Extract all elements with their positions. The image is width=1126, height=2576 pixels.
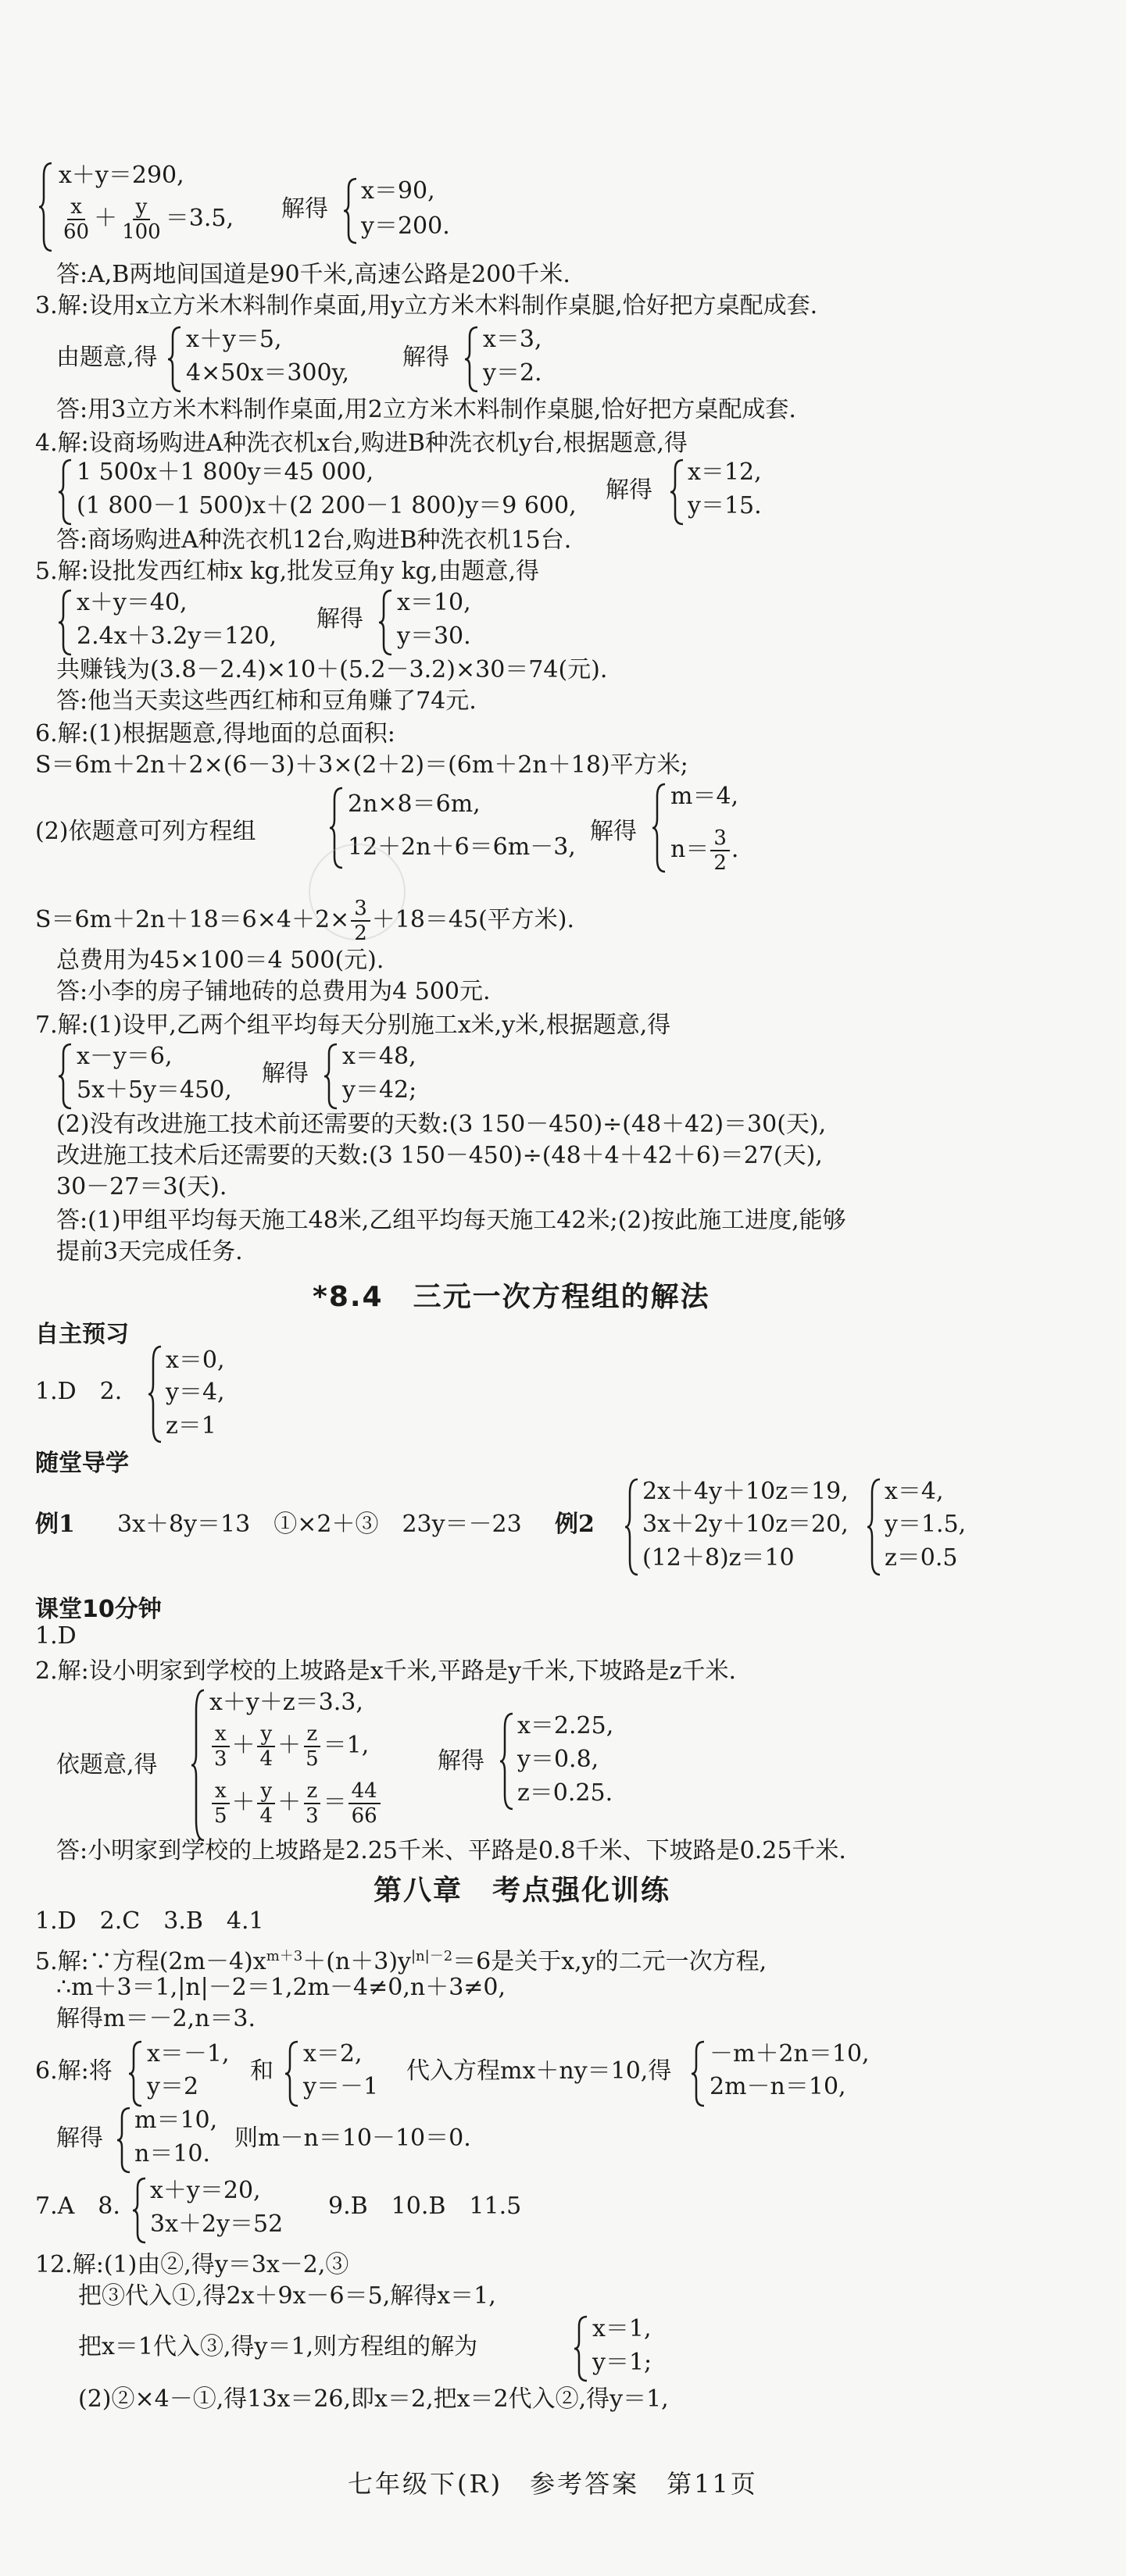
solution-line: x＝3, [483,326,542,353]
section-heading: *8.4 三元一次方程组的解法 [313,1281,710,1313]
equation-line: x＋y＝5, [186,326,282,353]
equation-line: x＝－1, [147,2040,230,2068]
text-line: 和 [250,2057,273,2085]
text-line: 总费用为45×100＝4 500(元). [56,947,384,974]
equation-line: $\frac{x}{60}$ ＋ $\frac{y}{100}$ ＝3.5, [59,195,234,244]
example-label: 例1 [35,1511,75,1538]
text-line: (2)依题意可列方程组 [35,818,256,845]
answer-line: 9.B 10.B 11.5 [328,2192,522,2220]
solution-line: y＝4, [166,1379,225,1406]
text-line: 代入方程mx＋ny＝10,得 [406,2057,672,2085]
equation-line: x＋y＝40, [77,589,188,616]
solution-line: x＝10, [397,589,471,616]
solve-label: 解得 [281,195,328,223]
text-line: 共赚钱为(3.8－2.4)×10＋(5.2－3.2)×30＝74(元). [56,656,608,683]
solution-line: n＝10. [134,2140,211,2167]
fraction: $\frac{x}{60}$ [63,195,90,244]
solution-line: y＝30. [397,623,471,650]
answer-line: 答:他当天卖这些西红柿和豆角赚了74元. [56,687,477,715]
text-line: S＝6m＋2n＋18＝6×4＋2× $\frac{3}{2}$ ＋18＝45(平方米). [35,897,575,945]
solution-line: x＝4, [885,1478,944,1505]
equation-line: 2m－n＝10, [710,2073,846,2100]
problem-line: 4.解:设商场购进A种洗衣机x台,购进B种洗衣机y台,根据题意,得 [35,430,688,457]
fraction: $\frac{x}{3}$ [211,1722,231,1771]
equation-line: 2n×8＝6m, [348,790,481,818]
problem-line: 6.解:(1)根据题意,得地面的总面积: [35,720,395,747]
solution-line: y＝200. [361,212,450,240]
problem-line: 2.解:设小明家到学校的上坡路是x千米,平路是y千米,下坡路是z千米. [35,1657,737,1685]
text-line: 30－27＝3(天). [56,1173,227,1201]
equation-line: 5x＋5y＝450, [77,1076,232,1104]
fraction: $\frac{44}{66}$ [349,1779,381,1828]
answer-line: 3x＋8y＝13 ①×2＋③ 23y＝－23 [117,1511,522,1538]
text-line: 则m－n＝10－10＝0. [234,2125,471,2152]
text-line: 依题意,得 [56,1751,158,1779]
chapter-heading: 第八章 考点强化训练 [374,1875,671,1907]
text-line: 由题意,得 [56,344,158,371]
text-line: S＝6m＋2n＋2×(6－3)＋3×(2＋2)＝(6m＋2n＋18)平方米; [35,751,688,779]
solution-line: y＝42; [342,1076,417,1104]
equation-line: 2x＋4y＋10z＝19, [642,1478,849,1505]
equation-line: $\frac{x}{5}$ ＋ $\frac{y}{4}$ ＋ $\frac{z}{3}$ ＝ $\frac{44}{66}$ [209,1779,382,1828]
solve-label: 解得 [590,818,637,845]
equation-line: 3x＋2y＝52 [150,2210,284,2238]
problem-line: 5.解:∵方程$(2m-4)x^{m+3}+(n+3)y^{|n|-2}=6$是关于x,y的二元一次方程, [35,1948,767,1975]
fraction: $\frac{y}{100}$ [122,195,161,244]
fraction: $\frac{3}{2}$ [351,897,370,945]
solution-line: m＝4, [670,783,739,810]
answer-line: 答:商场购进A种洗衣机12台,购进B种洗衣机15台. [56,526,572,554]
text-line: 解得m＝－2,n＝3. [56,2005,256,2032]
fraction: $\frac{x}{5}$ [211,1779,231,1828]
text-line: (2)②×4－①,得13x＝26,即x＝2,把x＝2代入②,得y＝1, [78,2385,669,2413]
answer-line: 提前3天完成任务. [56,1238,243,1265]
page-footer: 七年级下(R) 参考答案 第11页 [348,2469,758,2499]
equation-line: (1 800－1 500)x＋(2 200－1 800)y＝9 600, [77,492,577,519]
problem-line: 12.解:(1)由②,得y＝3x－2,③ [35,2251,349,2278]
text-line: (2)没有改进施工技术前还需要的天数:(3 150－450)÷(48＋42)＝30(天), [56,1111,827,1138]
solve-label: 解得 [56,2125,103,2152]
text-line: 改进施工技术后还需要的天数:(3 150－450)÷(48＋4＋42＋6)＝27(天), [56,1142,823,1169]
equation-line: x＝2, [303,2040,363,2068]
solution-line: n＝ $\frac{3}{2}$ . [670,826,739,875]
solution-line: x＝0, [166,1347,225,1374]
equation-line: －m＋2n＝10, [710,2040,870,2068]
solution-line: z＝0.25. [517,1779,613,1807]
equation-line: x－y＝6, [77,1043,173,1070]
fraction: $\frac{z}{5}$ [302,1722,322,1771]
problem-line: 6.解:将 [35,2057,113,2085]
solution-line: y＝15. [688,492,762,519]
answer-line: 7.A 8. [35,2192,120,2220]
solve-label: 解得 [402,344,449,371]
equation-line: (12＋8)z＝10 [642,1544,795,1572]
solution-line: x＝12, [688,458,762,486]
solve-label: 解得 [606,476,652,504]
solution-line: x＝1, [592,2315,652,2342]
equation-line: 12＋2n＋6＝6m－3, [348,833,576,861]
equation-line: 1 500x＋1 800y＝45 000, [77,458,374,486]
text-line: ∴m＋3＝1,|n|－2＝1,2m－4≠0,n＋3≠0, [56,1974,506,2001]
equation-line: y＝2 [147,2073,199,2100]
problem-line: 3.解:设用x立方米木料制作桌面,用y立方米木料制作桌腿,恰好把方桌配成套. [35,292,818,319]
fraction: $\frac{3}{2}$ [710,826,730,875]
equation-line: x＋y＋z＝3.3, [209,1689,363,1716]
equation-line: 3x＋2y＋10z＝20, [642,1511,849,1538]
solution-line: z＝0.5 [885,1544,958,1572]
answer-line: 答:用3立方米木料制作桌面,用2立方米木料制作桌腿,恰好把方桌配成套. [56,396,796,423]
solution-line: y＝1.5, [885,1511,967,1538]
problem-line: 7.解:(1)设甲,乙两个组平均每天分别施工x米,y米,根据题意,得 [35,1011,671,1039]
answer-line: 答:小明家到学校的上坡路是2.25千米、平路是0.8千米、下坡路是0.25千米. [56,1837,846,1864]
subsection-title: 随堂导学 [35,1450,129,1477]
fraction: $\frac{y}{4}$ [257,1779,277,1828]
answer-line: 答:(1)甲组平均每天施工48米,乙组平均每天施工42米;(2)按此施工进度,能够 [56,1207,846,1234]
problem-line: 5.解:设批发西红柿x kg,批发豆角y kg,由题意,得 [35,558,540,585]
solve-label: 解得 [262,1060,309,1087]
solution-line: x＝90, [361,177,435,205]
answer-line: 1.D 2.C 3.B 4.1 [35,1907,264,1935]
solution-line: y＝1; [592,2349,652,2376]
equation-line: y＝－1 [303,2073,379,2100]
subsection-title: 自主预习 [35,1321,129,1348]
solve-label: 解得 [438,1747,484,1775]
equation-line: 2.4x＋3.2y＝120, [77,623,277,650]
text-line: 把③代入①,得2x＋9x－6＝5,解得x＝1, [78,2282,496,2310]
equation-line: $\frac{x}{3}$ ＋ $\frac{y}{4}$ ＋ $\frac{z}{5}$ ＝1, [209,1722,369,1771]
example-label: 例2 [555,1511,595,1538]
answer-line: 答:A,B两地间国道是90千米,高速公路是200千米. [56,261,570,288]
solve-label: 解得 [316,605,363,633]
solution-line: m＝10, [134,2107,218,2134]
equation-line: x＋y＝290, [59,162,184,189]
solution-line: y＝0.8, [517,1746,599,1773]
fraction: $\frac{y}{4}$ [257,1722,277,1771]
solution-line: z＝1 [166,1412,216,1440]
answer-line: 答:小李的房子铺地砖的总费用为4 500元. [56,978,491,1005]
fraction: $\frac{z}{3}$ [302,1779,322,1828]
answer-line: 1.D [35,1622,77,1650]
answer-line: 1.D 2. [35,1378,123,1405]
equation-line: x＋y＝20, [150,2177,261,2204]
solution-line: x＝2.25, [517,1712,614,1739]
subsection-title: 课堂10分钟 [35,1596,162,1623]
solution-line: x＝48, [342,1043,416,1070]
solution-line: y＝2. [483,359,542,387]
equation-line: 4×50x＝300y, [186,359,350,387]
text-line: 把x＝1代入③,得y＝1,则方程组的解为 [78,2333,478,2360]
